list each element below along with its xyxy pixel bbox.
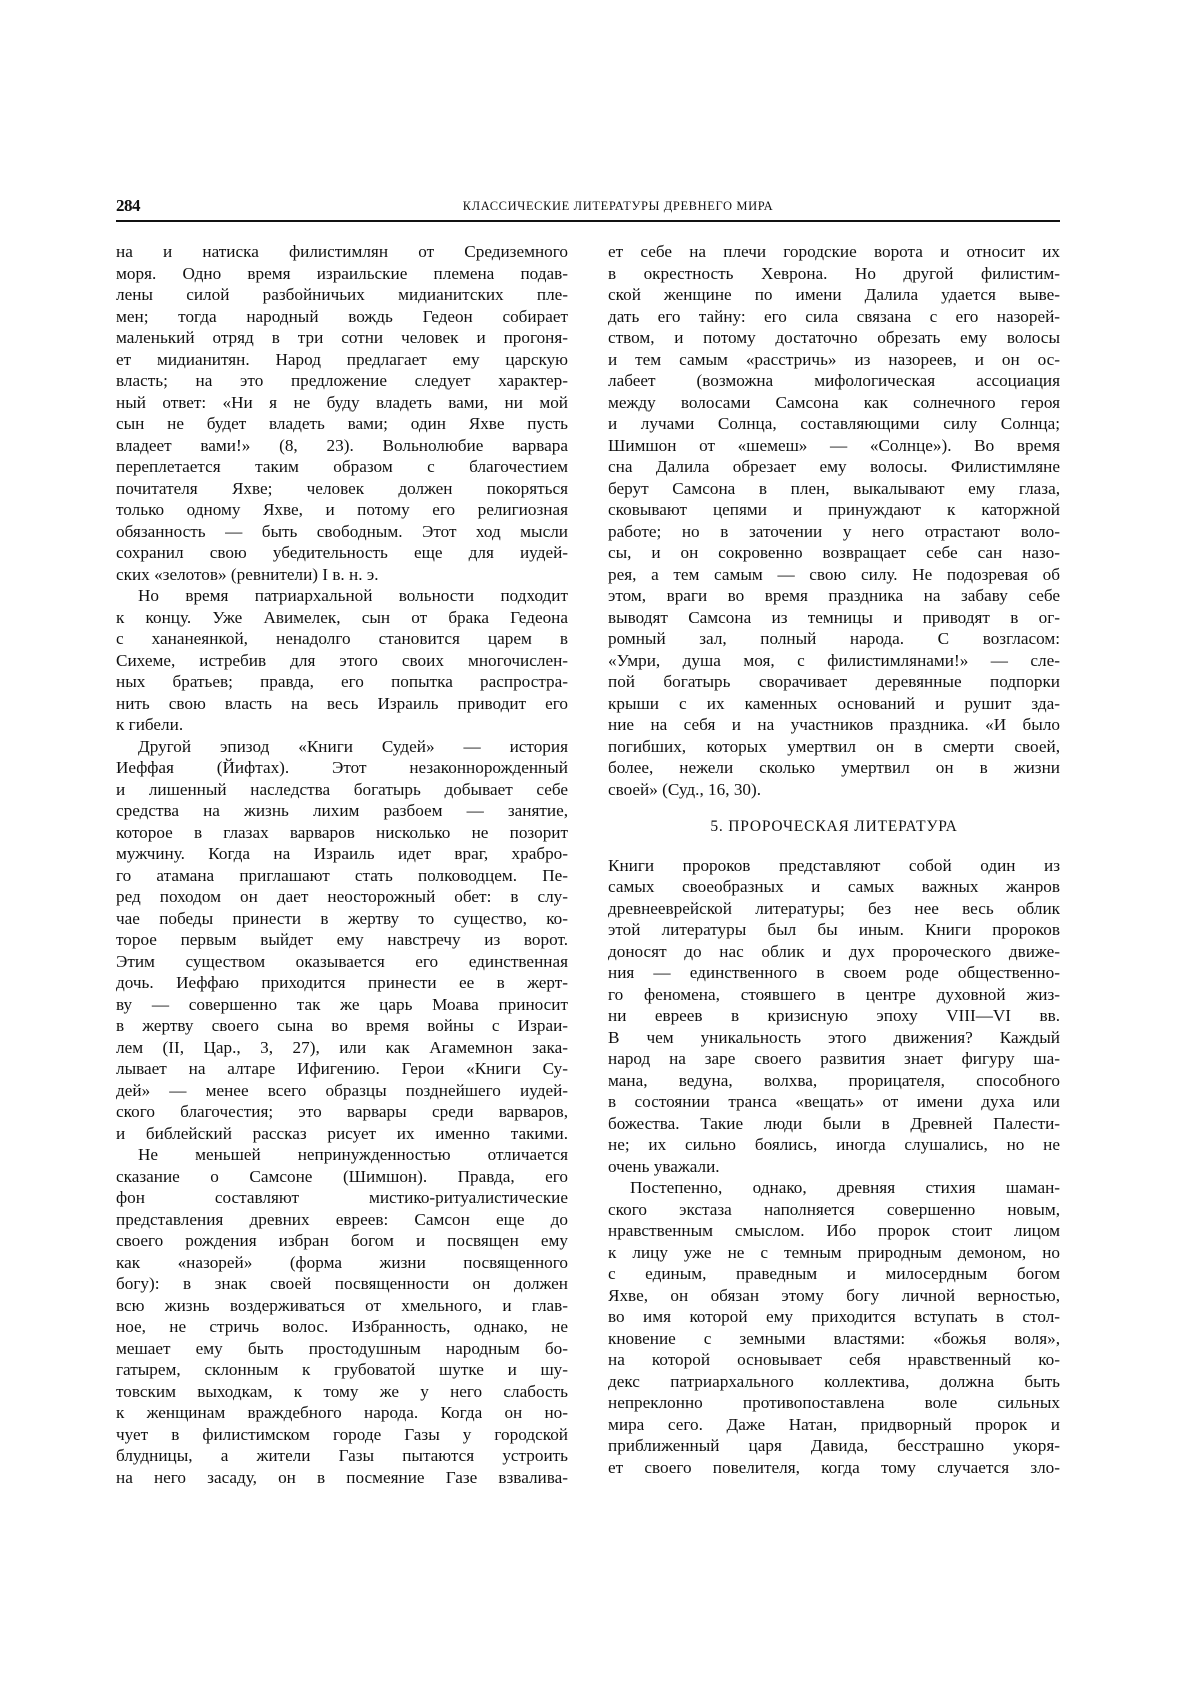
text-line: ный ответ: «Ни я не буду владеть вами, ни мой xyxy=(116,392,568,412)
text-line: Этим существом оказывается его единственная xyxy=(116,951,568,971)
text-line: ных братьев; правда, его попытка распростра- xyxy=(116,672,568,691)
text-line: го феномена, стоявшего в центре духовной жиз- xyxy=(608,984,1060,1004)
text-line: в окрестность Хеврона. Но другой филистим- xyxy=(608,263,1060,283)
text-line: и лишенный наследства богатырь добывает себе xyxy=(116,779,568,799)
text-line: ни евреев в кризисную эпоху VIII—VI вв. xyxy=(608,1006,1060,1025)
text-line: очень уважали. xyxy=(608,1156,720,1176)
text-line: чует в филистимском городе Газы у городской xyxy=(116,1424,568,1444)
text-line: ского экстаза наполняется совершенно новым, xyxy=(608,1199,1060,1219)
text-line: лывает на алтаре Ифигению. Герои «Книги Су- xyxy=(116,1059,568,1078)
text-line: обязанность — быть свободным. Этот ход мысли xyxy=(116,521,568,541)
text-line: богу): в знак своей посвященности он должен xyxy=(116,1274,568,1293)
text-line: Яхве, он обязан этому богу личной верностью, xyxy=(608,1285,1060,1305)
text-line: мужчину. Когда на Израиль идет враг, храбро- xyxy=(116,844,568,863)
book-page xyxy=(116,196,1060,1487)
text-line: В чем уникальность этого движения? Каждый xyxy=(608,1027,1060,1047)
text-line: своего рождения избран богом и посвящен ему xyxy=(116,1231,568,1250)
text-line: ния — единственного в своем роде общественно- xyxy=(608,963,1060,982)
text-line: приближенный царя Давида, бесстрашно укоря- xyxy=(608,1436,1060,1455)
text-line: Сихеме, истребив для этого своих многочислен- xyxy=(116,650,568,670)
text-line: к концу. Уже Авимелек, сын от брака Гедеона xyxy=(116,607,568,627)
text-line: средства на жизнь лихим разбоем — занятие, xyxy=(116,801,568,820)
text-line: моря. Одно время израильские племена подав- xyxy=(116,263,568,283)
text-line: работе; но в заточении у него отрастают воло- xyxy=(608,521,1060,541)
text-line: товским выходкам, к тому же у него слабость xyxy=(116,1381,568,1401)
text-line: сказание о Самсоне (Шимшон). Правда, его xyxy=(116,1166,568,1186)
running-title: КЛАССИЧЕСКИЕ ЛИТЕРАТУРЫ ДРЕВНЕГО МИРА xyxy=(462,199,774,213)
text-line: своей» (Суд., 16, 30). xyxy=(608,779,762,799)
text-line: во имя которой ему приходится вступать в стол- xyxy=(608,1307,1060,1326)
text-line: мана, ведуна, волхва, прорицателя, способного xyxy=(608,1070,1060,1090)
text-line: этой литературы был бы иным. Книги пророков xyxy=(608,920,1060,939)
text-line: Не меньшей непринужденностью отличается xyxy=(138,1145,568,1164)
text-line: непреклонно противопоставлена воле сильных xyxy=(608,1393,1060,1412)
text-line: между волосами Самсона как солнечного героя xyxy=(608,392,1060,412)
text-line: которое в глазах варваров нисколько не позорит xyxy=(116,822,568,842)
text-line: дать его тайну: его сила связана с его назорей- xyxy=(608,306,1060,326)
text-line: ред походом он дает неосторожный обет: в слу- xyxy=(116,887,568,906)
text-line: Шимшон от «шемеш» — «Солнце»). Во время xyxy=(608,435,1060,455)
right-column-text-after-heading xyxy=(608,855,1060,1479)
text-line: этом, враги во время праздника на забаву себе xyxy=(608,586,1060,605)
section-heading: 5. ПРОРОЧЕСКАЯ ЛИТЕРАТУРА xyxy=(710,818,958,835)
text-line: ством, и потому достаточно обрезать ему волосы xyxy=(608,328,1060,347)
header-rule-divider xyxy=(116,220,1060,222)
text-line: Другой эпизод «Книги Судей» — история xyxy=(138,736,568,756)
text-line: рея, а тем самым — свою силу. Не подозревая об xyxy=(608,564,1060,584)
text-line: мира сего. Даже Натан, придворный пророк и xyxy=(608,1414,1060,1434)
text-line: ской женщине по имени Далила удается выве- xyxy=(608,285,1060,304)
text-line: торое первым выйдет ему навстречу из ворот. xyxy=(116,930,568,949)
text-line: сы, и он сокровенно возвращает себе сан назо- xyxy=(608,543,1060,562)
text-line: кновение с земными властями: «божья воля», xyxy=(608,1328,1060,1348)
text-line: на которой основывает себя нравственный ко- xyxy=(608,1350,1060,1369)
text-line: ное, не стричь волос. Избранность, однако, не xyxy=(116,1317,568,1336)
text-line: нить свою власть на весь Израиль приводит его xyxy=(116,693,568,713)
text-line: и библейский рассказ рисует их именно такими. xyxy=(116,1123,568,1143)
text-line: мешает ему быть простодушным народным бо- xyxy=(116,1338,568,1358)
text-line: ет своего повелителя, когда тому случается зло- xyxy=(608,1457,1060,1477)
right-column xyxy=(608,241,1060,1478)
text-line: представления древних евреев: Самсон еще до xyxy=(116,1209,568,1229)
text-line: нравственным смыслом. Ибо пророк стоит лицом xyxy=(608,1221,1060,1240)
text-line: ских «зелотов» (ревнители) I в. н. э. xyxy=(116,564,379,584)
running-head xyxy=(116,196,1060,222)
page-number: 284 xyxy=(116,196,140,215)
text-line: в жертву своего сына во время войны с Израи- xyxy=(116,1016,568,1035)
text-line: не; их сильно боялись, иногда слушались, но не xyxy=(608,1135,1060,1154)
text-line: дочь. Иеффаю приходится принести ее в жерт- xyxy=(116,973,568,992)
text-line: на и натиска филистимлян от Средиземного xyxy=(116,242,568,261)
text-line: на него засаду, он в посмеяние Газе взвалива- xyxy=(116,1467,568,1487)
text-line: Книги пророков представляют собой один из xyxy=(608,855,1060,875)
text-line: ву — совершенно так же царь Моава приносит xyxy=(116,994,568,1014)
text-line: доносят до нас облик и дух пророческого движе- xyxy=(608,941,1060,961)
text-line: в состоянии транса «вещать» от имени духа или xyxy=(608,1092,1060,1111)
text-line: владеет вами!» (8, 23). Вольнолюбие варвара xyxy=(116,435,568,455)
text-line: мен; тогда народный вождь Гедеон собирает xyxy=(116,306,568,326)
text-line: только одному Яхве, и потому его религиозная xyxy=(116,500,568,519)
text-line: всю жизнь воздерживаться от хмельного, и глав- xyxy=(116,1295,568,1315)
text-line: власть; на это предложение следует характер- xyxy=(116,371,568,390)
text-line: почитателя Яхве; человек должен покоряться xyxy=(116,478,568,498)
right-column-text-before-heading xyxy=(608,241,1060,800)
text-line: переплетается таким образом с благочестием xyxy=(116,457,568,476)
text-line: крыши с их каменных оснований и рушит зда- xyxy=(608,693,1060,713)
text-line: к женщинам враждебного народа. Когда он но- xyxy=(116,1403,568,1422)
text-line: ромный зал, полный народа. С возгласом: xyxy=(608,629,1060,648)
text-line: погибших, которых умертвил он в смерти своей, xyxy=(608,736,1060,756)
text-line: и лучами Солнца, составляющими силу Солнца; xyxy=(608,414,1060,433)
text-line: лем (II, Цар., 3, 27), или как Агамемнон зака- xyxy=(116,1037,568,1057)
text-line: и тем самым «расстричь» из назореев, и он ос- xyxy=(608,349,1060,369)
text-line: гатырем, склонным к грубоватой шутке и шу- xyxy=(116,1360,568,1379)
text-line: дей» — менее всего образцы позднейшего иудей- xyxy=(116,1080,568,1100)
text-line: сын не будет владеть вами; один Яхве пусть xyxy=(116,414,568,433)
text-line: самых своеобразных и самых важных жанров xyxy=(608,877,1060,896)
text-line: сохранил свою убедительность еще для иудей- xyxy=(116,543,568,562)
text-line: ет мидианитян. Народ предлагает ему царскую xyxy=(116,349,568,369)
text-line: к лицу уже не с темным природным демоном, но xyxy=(608,1242,1060,1262)
text-line: сна Далила обрезает ему волосы. Филистимляне xyxy=(608,457,1060,476)
text-line: Постепенно, однако, древняя стихия шаман- xyxy=(630,1178,1060,1197)
text-line: сковывают цепями и принуждают к каторжной xyxy=(608,500,1060,519)
text-line: к гибели. xyxy=(116,715,184,734)
text-line: Но время патриархальной вольности подходит xyxy=(138,586,568,605)
text-line: Иеффая (Йифтах). Этот незаконнорожденный xyxy=(116,758,568,777)
text-line: декс патриархального коллектива, должна быть xyxy=(608,1371,1060,1391)
text-line: блудницы, а жители Газы пытаются устроить xyxy=(116,1446,568,1465)
text-line: лабеет (возможна мифологическая ассоциация xyxy=(608,371,1060,390)
text-line: с хананеянкой, ненадолго становится царем в xyxy=(116,629,568,648)
text-line: более, нежели сколько умертвил он в жизни xyxy=(608,758,1060,777)
text-line: ние на себя и на участников праздника. «И было xyxy=(608,715,1060,734)
text-line: ет себе на плечи городские ворота и относит их xyxy=(608,242,1060,261)
text-line: маленький отряд в три сотни человек и прогоня- xyxy=(116,328,568,347)
text-line: лены силой разбойничьих мидианитских пле- xyxy=(116,285,568,304)
left-column xyxy=(116,241,568,1488)
text-line: чае победы принести в жертву то существо, ко- xyxy=(116,908,568,928)
text-line: выводят Самсона из темницы и приводят в ог- xyxy=(608,607,1060,627)
text-line: народ на заре своего развития знает фигуру ша- xyxy=(608,1049,1060,1068)
text-line: пой богатырь сворачивает деревянные подпорки xyxy=(608,672,1060,691)
text-line: как «назорей» (форма жизни посвященного xyxy=(116,1252,568,1272)
text-line: древнееврейской литературы; без нее весь облик xyxy=(608,898,1060,918)
text-line: «Умри, душа моя, с филистимлянами!» — сле- xyxy=(608,650,1060,670)
text-line: го атамана приглашают стать полководцем. Пе- xyxy=(116,865,568,885)
text-line: берут Самсона в плен, выкалывают ему глаза, xyxy=(608,478,1060,498)
text-line: божества. Такие люди были в Древней Палести- xyxy=(608,1113,1060,1133)
text-line: фон составляют мистико-ритуалистические xyxy=(116,1188,568,1207)
text-line: с единым, праведным и милосердным богом xyxy=(608,1264,1060,1283)
text-line: ского благочестия; это варвары среди варваров, xyxy=(116,1102,568,1121)
